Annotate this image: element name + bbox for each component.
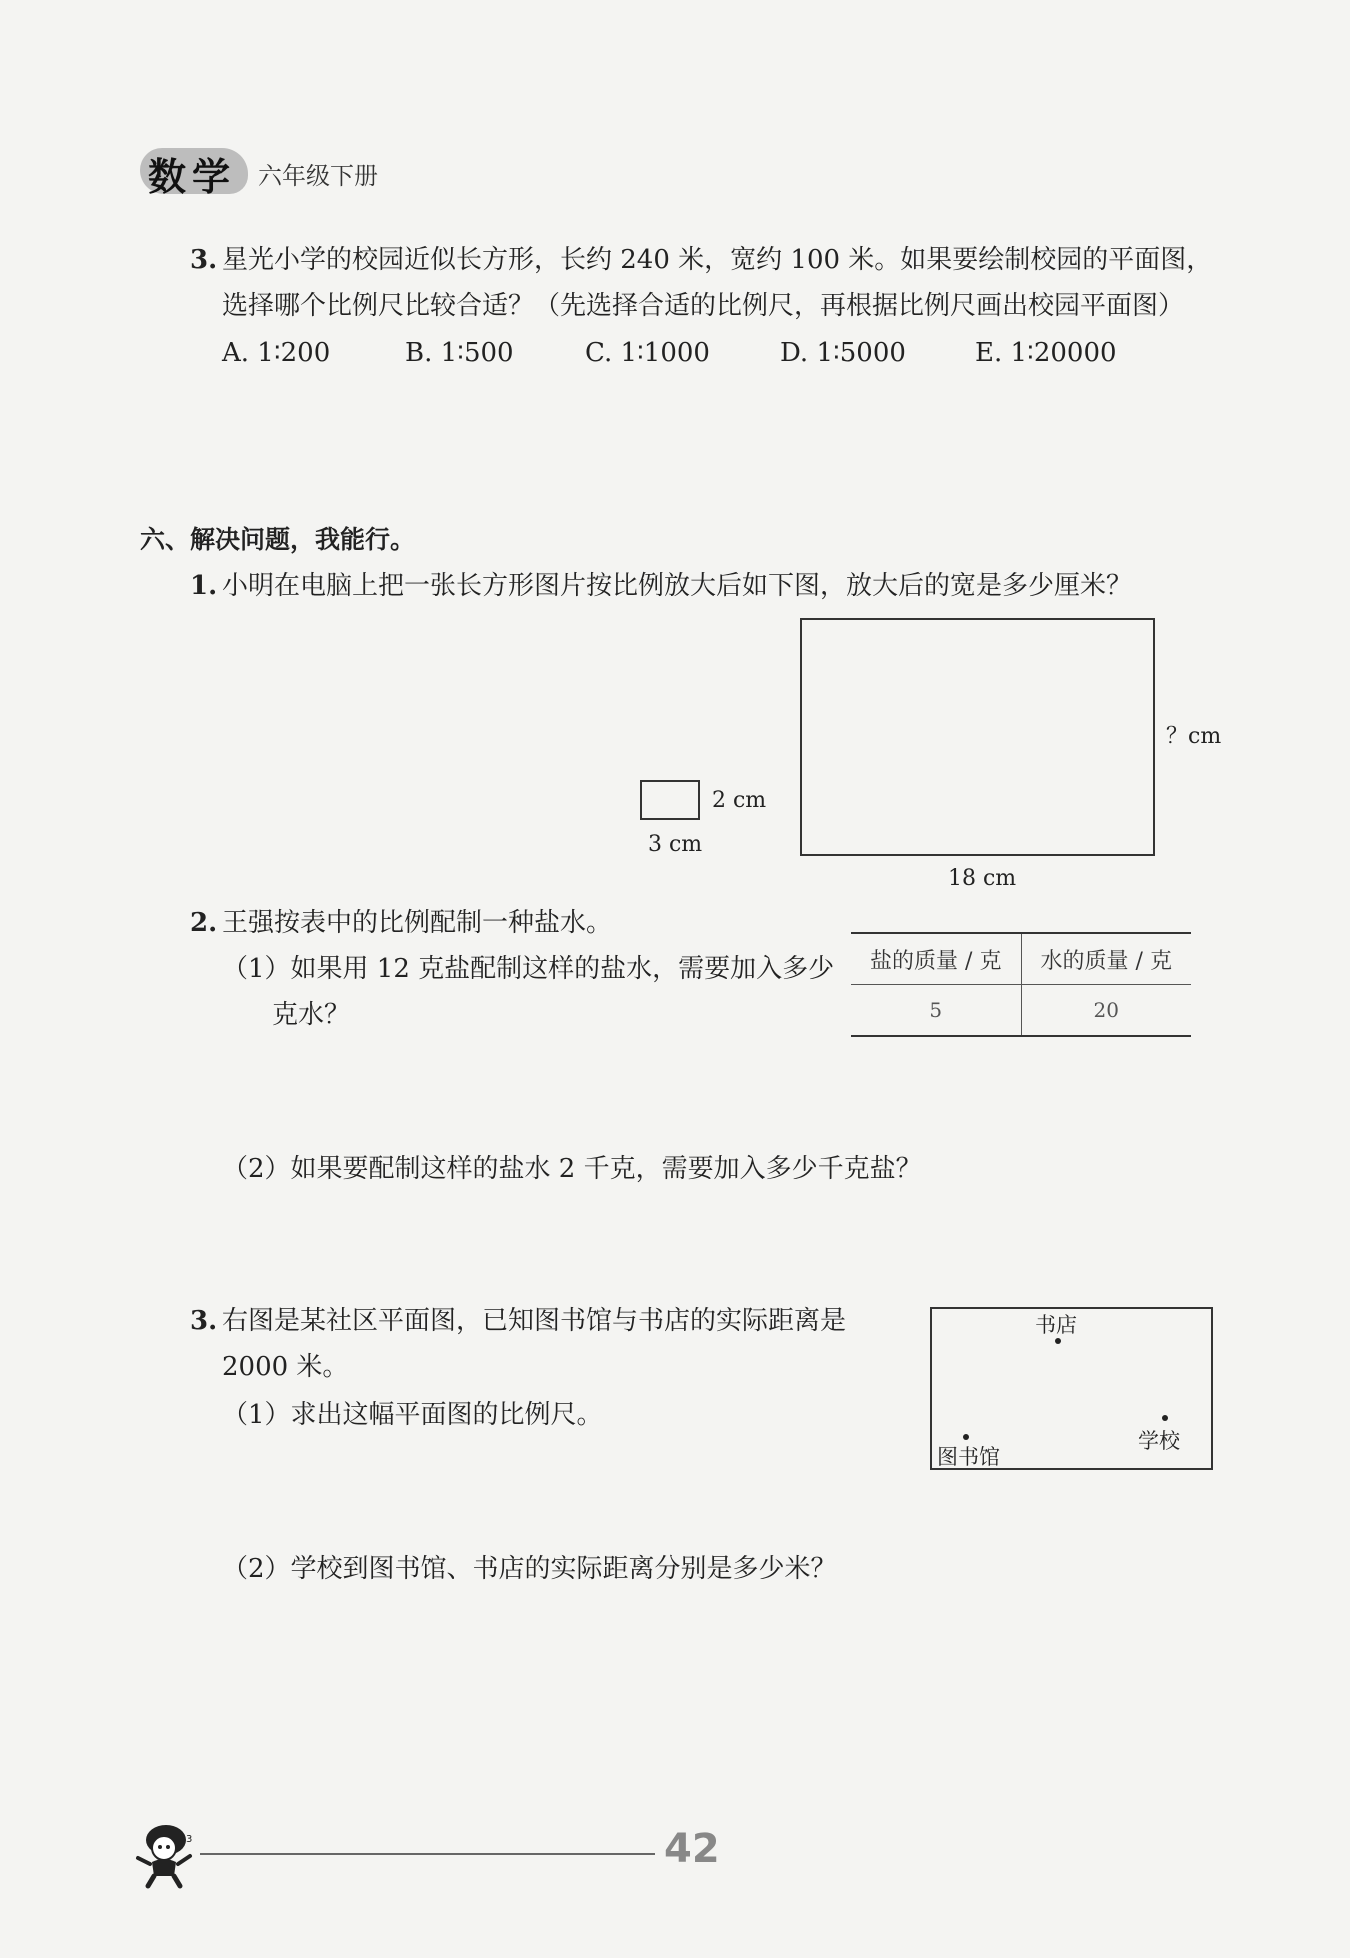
large-rect-width-label: 18 cm (948, 866, 1017, 891)
subject-title: 数学 (148, 155, 237, 199)
map-point-bookstore (1055, 1338, 1061, 1344)
table-header-salt: 盐的质量 / 克 (851, 933, 1021, 985)
q3-line1: 右图是某社区平面图，已知图书馆与书店的实际距离是 (222, 1306, 847, 1336)
q3-option-d: D. 1∶5000 (780, 338, 906, 368)
map-label-library: 图书馆 (937, 1445, 1000, 1469)
q3-number: 3. (190, 1306, 218, 1336)
table-row (851, 985, 1191, 1037)
table-header-water: 水的质量 / 克 (1021, 933, 1191, 985)
q3-top-number: 3. (190, 245, 218, 275)
q1-number: 1. (190, 571, 218, 601)
table-header-row (851, 933, 1191, 985)
q3-option-e: E. 1∶20000 (975, 338, 1117, 368)
table-cell-water: 20 (1021, 985, 1191, 1037)
salt-water-ratio-table (851, 932, 1191, 1037)
community-map (930, 1307, 1213, 1470)
q2-number: 2. (190, 908, 218, 938)
q2-text: 王强按表中的比例配制一种盐水。 (222, 908, 613, 938)
q3-option-c: C. 1∶1000 (585, 338, 710, 368)
svg-text:3: 3 (186, 1834, 193, 1845)
q2-sub1-line1: （1）如果用 12 克盐配制这样的盐水，需要加入多少 (222, 954, 835, 984)
q3-option-b: B. 1∶500 (405, 338, 514, 368)
q2-sub1-line2: 克水？ (272, 1000, 351, 1030)
q3-sub1: （1）求出这幅平面图的比例尺。 (222, 1400, 603, 1430)
q3-top-line1: 星光小学的校园近似长方形，长约 240 米，宽约 100 米。如果要绘制校园的平面图， (222, 245, 1213, 275)
map-point-school (1162, 1415, 1168, 1421)
map-label-bookstore: 书店 (1035, 1313, 1077, 1337)
page-number: 42 (664, 1826, 720, 1872)
q3-sub2: （2）学校到图书馆、书店的实际距离分别是多少米？ (222, 1554, 837, 1584)
large-rect-height-label: ？cm (1166, 724, 1222, 749)
q3-option-a: A. 1∶200 (222, 338, 331, 368)
q1-text: 小明在电脑上把一张长方形图片按比例放大后如下图，放大后的宽是多少厘米？ (222, 571, 1133, 601)
small-rectangle (640, 780, 700, 820)
footer-line (200, 1853, 655, 1855)
q3-top-line2: 选择哪个比例尺比较合适？（先选择合适的比例尺，再根据比例尺画出校园平面图） (222, 291, 1185, 321)
q3-line2: 2000 米。 (222, 1352, 349, 1382)
map-point-library (963, 1434, 969, 1440)
small-rect-width-label: 3 cm (648, 832, 703, 857)
mascot-icon (130, 1818, 200, 1890)
map-label-school: 学校 (1138, 1429, 1180, 1453)
grade-subtitle: 六年级下册 (258, 162, 378, 190)
section-six-title: 六、解决问题，我能行。 (140, 525, 416, 554)
large-rectangle (800, 618, 1155, 856)
small-rect-height-label: 2 cm (712, 788, 767, 813)
table-cell-salt: 5 (851, 985, 1021, 1037)
q2-sub2: （2）如果要配制这样的盐水 2 千克，需要加入多少千克盐？ (222, 1154, 922, 1184)
